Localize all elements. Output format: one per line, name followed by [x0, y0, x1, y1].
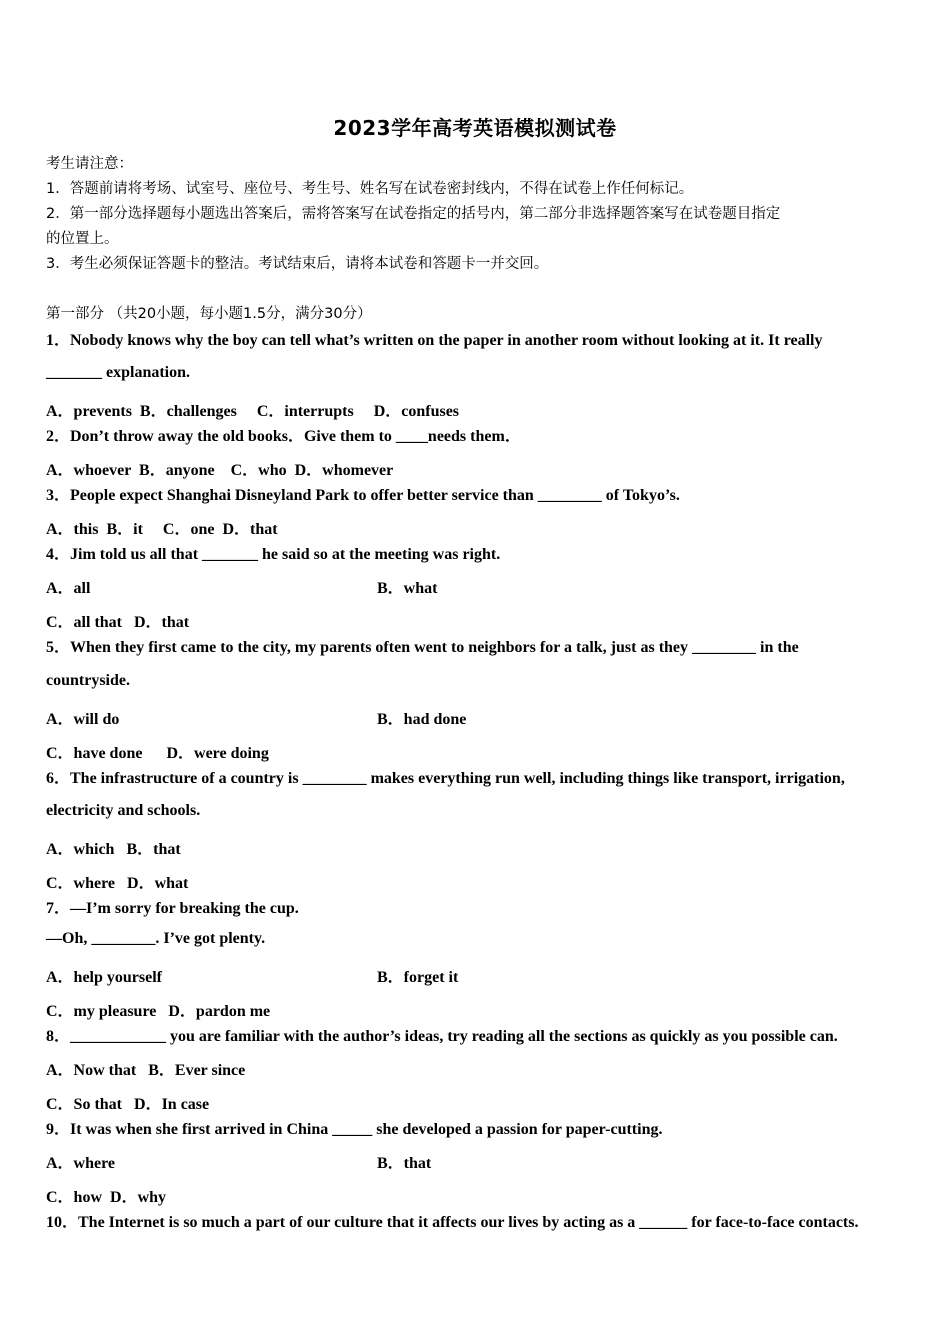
question-5-option-b: B．had done	[377, 711, 467, 728]
question-3-text: 3．People expect Shanghai Disneyland Park to offer better service than ________ of Tokyo’s.	[46, 487, 680, 504]
question-9-text: 9．It was when she first arrived in China _____ she developed a passion for paper-cutting.	[46, 1121, 663, 1138]
question-4-option-a: A．all	[46, 580, 91, 597]
question-7-option-b: B．forget it	[377, 969, 459, 986]
question-4-text: 4．Jim told us all that _______ he said so at the meeting was right.	[46, 546, 501, 563]
notice-heading: 考生请注意：	[46, 156, 133, 172]
question-9-option-b: B．that	[377, 1155, 432, 1172]
question-7-text: 7．—I’m sorry for breaking the cup.	[46, 900, 299, 917]
question-8-text: 8．____________ you are familiar with the author’s ideas, try reading all the sections as quickly as you possible can.	[46, 1028, 838, 1045]
question-9-option-cd: C．how D．why	[46, 1189, 167, 1206]
question-8-options-ab: A．Now that B．Ever since	[46, 1062, 246, 1079]
notice-item: 2．第一部分选择题每小题选出答案后，需将答案写在试卷指定的括号内，第二部分非选择题答案写在试卷题目指定	[46, 206, 781, 222]
notice-item: 1．答题前请将考场、试室号、座位号、考生号、姓名写在试卷密封线内，不得在试卷上作任何标记。	[46, 181, 694, 197]
question-10-text: 10．The Internet is so much a part of our culture that it affects our lives by acting as a ______ for face-to-face contacts.	[46, 1214, 859, 1231]
page-title: 2023学年高考英语模拟测试卷	[333, 116, 617, 140]
question-3-options: A．this B．it C．one D．that	[46, 521, 278, 538]
question-4-option-cd: C．all that D．that	[46, 614, 190, 631]
question-5-option-a: A．will do	[46, 711, 120, 728]
question-1-options: A．prevents B．challenges C．interrupts D．confuses	[46, 403, 460, 420]
question-6-options-cd: C．where D．what	[46, 875, 189, 892]
notice-item: 的位置上。	[46, 231, 119, 247]
question-6-text-cont: electricity and schools.	[46, 802, 201, 819]
question-6-options-ab: A．which B．that	[46, 841, 181, 858]
question-5-text-cont: countryside.	[46, 672, 130, 689]
question-1-text: 1．Nobody knows why the boy can tell what’s written on the paper in another room without looking at it. It really	[46, 332, 823, 349]
question-7-option-cd: C．my pleasure D．pardon me	[46, 1003, 271, 1020]
question-9-option-a: A．where	[46, 1155, 116, 1172]
question-8-options-cd: C．So that D．In case	[46, 1096, 210, 1113]
question-6-text: 6．The infrastructure of a country is ________ makes everything run well, including things like transport, irrigation,	[46, 770, 845, 787]
question-5-text: 5．When they first came to the city, my parents often went to neighbors for a talk, just as they ________ in the	[46, 639, 799, 656]
notice-item: 3．考生必须保证答题卡的整洁。考试结束后，请将本试卷和答题卡一并交回。	[46, 256, 549, 272]
question-2-text: 2．Don’t throw away the old books．Give them to ____needs them．	[46, 428, 521, 445]
question-7-option-a: A．help yourself	[46, 969, 163, 986]
question-2-options: A．whoever B．anyone C．who D．whomever	[46, 462, 394, 479]
question-5-option-cd: C．have done D．were doing	[46, 745, 269, 762]
question-7-text-cont: —Oh, ________. I’ve got plenty.	[46, 930, 266, 947]
question-1-text-cont: _______ explanation.	[46, 364, 191, 381]
section-heading: 第一部分 （共20小题，每小题1.5分，满分30分）	[46, 306, 372, 322]
question-4-option-b: B．what	[377, 580, 438, 597]
